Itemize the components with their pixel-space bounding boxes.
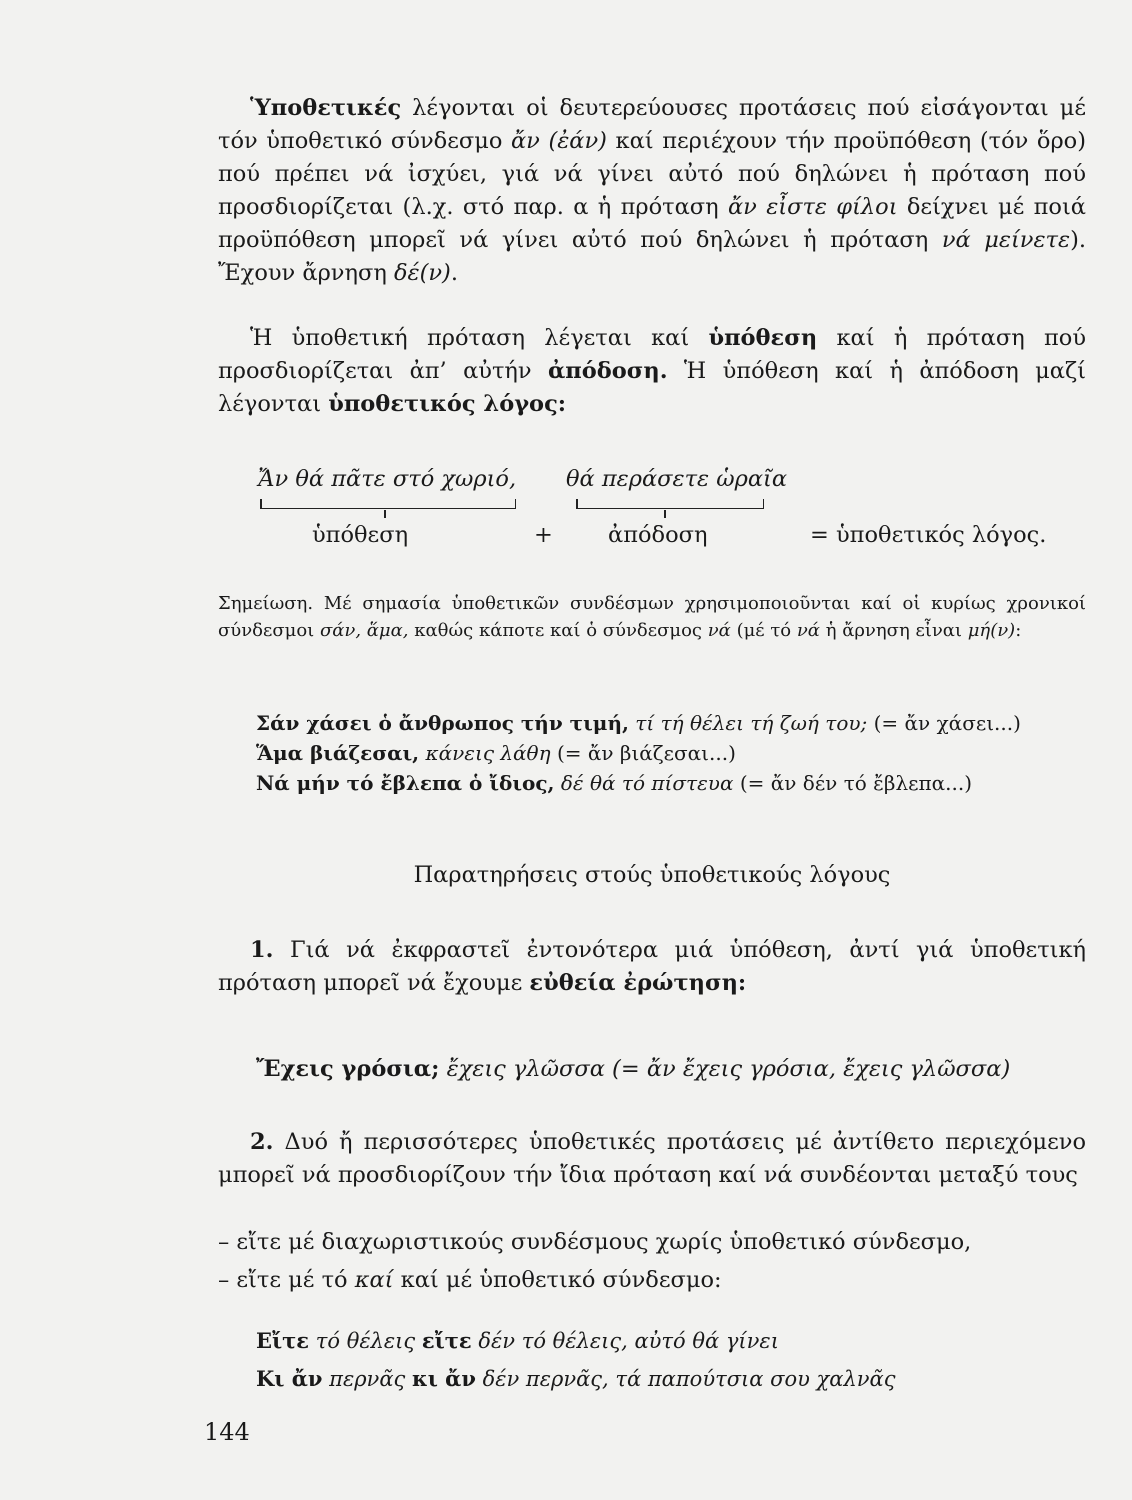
- text: .: [450, 260, 458, 286]
- bold-text: 2.: [250, 1129, 274, 1155]
- text: καί μέ ὑποθετικό σύνδεσμο:: [393, 1267, 722, 1293]
- italic-text: δέ(ν): [393, 260, 451, 286]
- text: (= ἄν δέν τό ἔβλεπα...): [733, 771, 973, 795]
- text: ). Ἔχουν ἄρνηση: [218, 227, 1086, 286]
- italic-text: τό θέλεις: [309, 1329, 422, 1353]
- italic-text: ἄν εἶστε φίλοι: [727, 194, 898, 220]
- apodosis-clause: θά περάσετε ὡραῖα: [566, 466, 788, 492]
- example-line: [256, 1326, 779, 1356]
- section-heading: Παρατηρήσεις στούς ὑποθετικούς λόγους: [413, 862, 891, 888]
- example-line: [256, 1054, 1010, 1084]
- italic-text: μή(ν): [967, 620, 1016, 641]
- example-line: [256, 708, 1021, 738]
- bold-text: Εἴτε: [256, 1328, 310, 1353]
- text: (= ἄν χάσει...): [867, 711, 1021, 735]
- text: (= ἄν βιάζεσαι...): [550, 741, 736, 765]
- bold-text: ὑποθετικός λόγος:: [328, 391, 567, 417]
- italic-text: τί τή θέλει τή ζωή του;: [628, 711, 868, 735]
- text: λέγονται οἱ δευτερεύουσες προτάσεις πού εἰσάγονται μέ τόν ὑποθετικό σύνδεσμο: [218, 95, 1086, 154]
- italic-text: δέ θά τό πίστευα: [554, 771, 734, 795]
- observation-1: [218, 934, 1086, 1000]
- bold-text: Κι ἄν: [256, 1366, 323, 1391]
- text: – εἴτε μέ τό: [218, 1267, 355, 1293]
- list-item: [218, 1264, 1086, 1297]
- italic-text: νά: [796, 620, 820, 641]
- protasis-label: ὑπόθεση: [312, 522, 409, 548]
- text: καί περιέχουν τήν προϋπόθεση (τόν ὅρο) πού πρέπει νά ἰσχύει, γιά νά γίνει αὐτό πού δηλώνει ἡ πρόταση πού προσδιορίζεται (λ.χ. στό παρ. α ἡ πρόταση: [218, 128, 1087, 220]
- italic-text: καί: [354, 1267, 394, 1293]
- conditional-diagram: [258, 466, 1088, 556]
- bracket-tick: [664, 510, 666, 518]
- text: Γιά νά ἐκφραστεῖ ἐντονότερα μιά ὑπόθεση, ἀντί γιά ὑποθετική πρόταση μπορεῖ νά ἔχουμε: [218, 937, 1086, 996]
- page-number: 144: [204, 1418, 250, 1446]
- italic-text: (= ἄν ἔχεις γρόσια, ἔχεις γλῶσσα): [604, 1056, 1011, 1082]
- note-paragraph: [218, 590, 1086, 644]
- italic-text: δέν περνᾶς, τά παπούτσια σου χαλνᾶς: [475, 1367, 896, 1391]
- list-item: – εἴτε μέ διαχωριστικούς συνδέσμους χωρίς ὑποθετικό σύνδεσμο,: [218, 1229, 972, 1255]
- protasis-clause: Ἄν θά πᾶτε στό χωριό,: [258, 466, 517, 492]
- italic-text: ἔχεις γλῶσσα: [439, 1056, 605, 1082]
- bold-text: εἴτε: [421, 1328, 472, 1353]
- italic-text: νά μείνετε: [941, 227, 1071, 253]
- italic-text: δέν τό θέλεις, αὐτό θά γίνει: [471, 1329, 779, 1353]
- italic-text: περνᾶς: [322, 1367, 412, 1391]
- text: Σημείωση. Μέ σημασία ὑποθετικῶν συνδέσμων χρησιμοποιοῦνται καί οἱ κυρίως χρονικοί σύνδεσμοι: [218, 593, 1086, 641]
- example-line: [256, 1364, 895, 1394]
- text: (μέ τό: [730, 620, 797, 641]
- italic-text: ἄν (ἐάν): [510, 128, 607, 154]
- italic-text: νά: [707, 620, 731, 641]
- italic-text: κάνεις λάθη: [419, 741, 551, 765]
- bold-text: κι ἄν: [411, 1366, 476, 1391]
- text: :: [1015, 620, 1022, 641]
- apodosis-bracket: [576, 498, 764, 509]
- bold-text: Ἔχεις γρόσια;: [256, 1056, 440, 1082]
- bold-text: Σάν χάσει ὁ ἄνθρωπος τήν τιμή,: [256, 711, 629, 735]
- text: Δυό ἤ περισσότερες ὑποθετικές προτάσεις μέ ἀντίθετο περιεχόμενο μπορεῖ νά προσδιορίζουν τήν ἴδια πρόταση καί νά συνδέονται μεταξύ τους: [218, 1129, 1086, 1188]
- example-line: [256, 738, 736, 768]
- apodosis-label: ἀπόδοση: [608, 522, 708, 548]
- italic-text: σάν, ἅμα,: [319, 620, 409, 641]
- text: καί ἡ πρόταση πού προσδιορίζεται ἀπ’ αὐτήν: [218, 325, 1086, 384]
- bracket-tick: [384, 510, 386, 518]
- bold-text: Ἅμα βιάζεσαι,: [256, 741, 420, 765]
- definition-paragraph: [218, 92, 1086, 290]
- text: καθώς κάποτε καί ὁ σύνδεσμος: [408, 620, 708, 641]
- text: Ἡ ὑπόθεση καί ἡ ἀπόδοση μαζί λέγονται: [218, 358, 1086, 417]
- plus-sign: +: [534, 522, 553, 548]
- text: Ἡ ὑποθετική πρόταση λέγεται καί: [250, 325, 709, 351]
- text: ἡ ἄρνηση εἶναι: [819, 620, 968, 641]
- example-line: [256, 768, 972, 798]
- conditional-sentence-label: = ὑποθετικός λόγος.: [810, 522, 1047, 548]
- protasis-bracket: [260, 498, 516, 509]
- term-bold: Ὑποθετικές: [250, 95, 402, 121]
- bold-text: ἀπόδοση.: [547, 358, 668, 384]
- bold-text: 1.: [250, 937, 274, 963]
- text: δείχνει μέ ποιά προϋπόθεση μπορεῖ νά γίνει αὐτό πού δηλώνει ἡ πρόταση: [218, 194, 1086, 253]
- observation-2: [218, 1126, 1086, 1192]
- bold-text: Νά μήν τό ἔβλεπα ὁ ἴδιος,: [256, 771, 555, 795]
- bold-text: ὑπόθεση: [708, 325, 818, 351]
- bold-text: εὐθεία ἐρώτηση:: [529, 970, 747, 996]
- hypothesis-paragraph: [218, 322, 1086, 421]
